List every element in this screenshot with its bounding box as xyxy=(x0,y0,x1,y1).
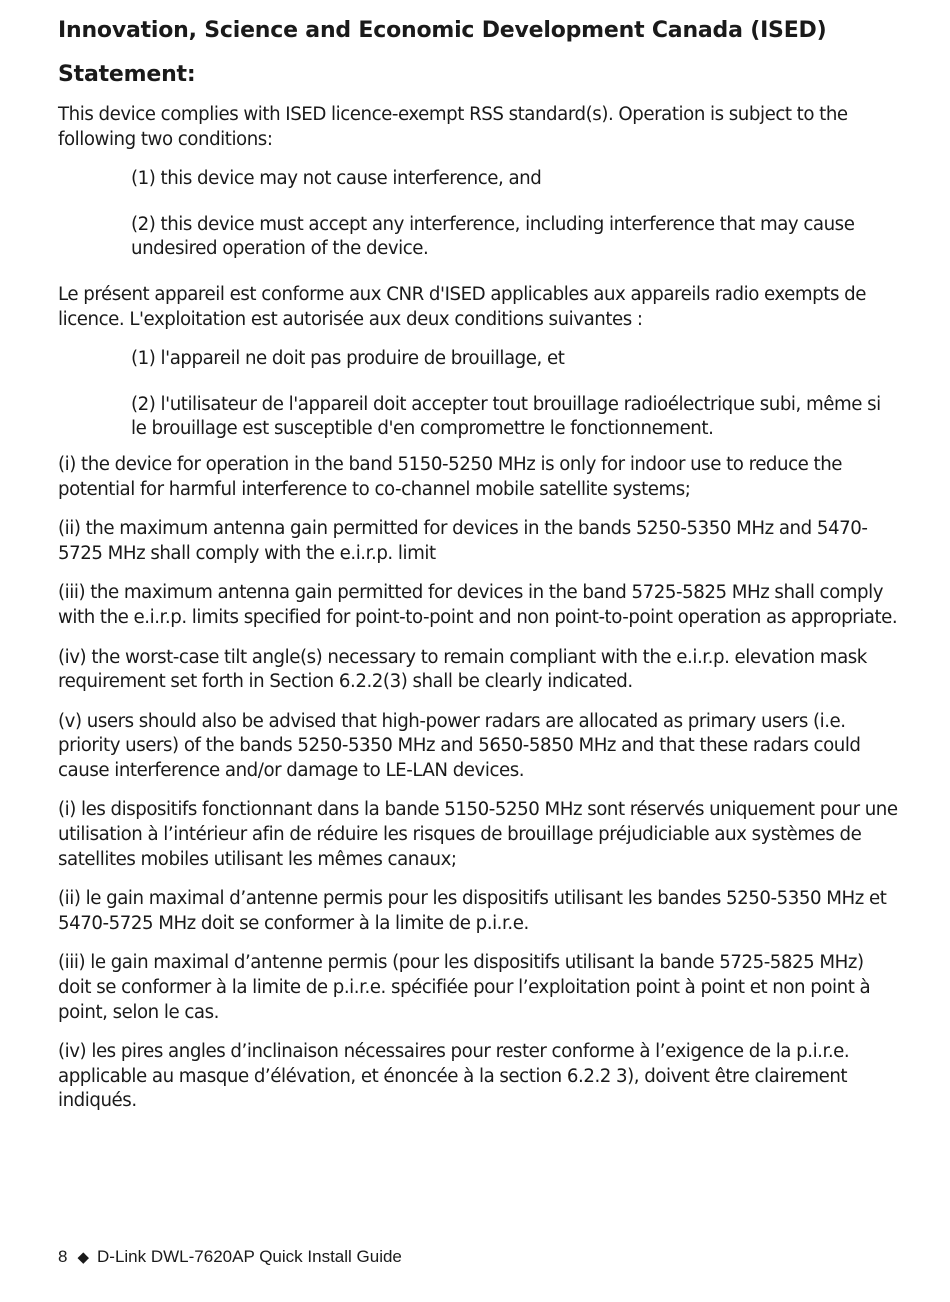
item-en-v: (v) users should also be advised that high-power radars are allocated as primary users (i.e. priority users) of the bands 5250-5350 MHz and 5650-5850 MHz and that these radars could cause interference and/or damage to LE-LAN devices. xyxy=(58,710,861,781)
condition-en-1: (1) this device may not cause interference, and xyxy=(131,168,542,190)
item-fr-iv: (iv) les pires angles d’inclinaison nécessaires pour rester conforme à l’exigence de la p.i.r.e. applicable au masque d’élévation, et énoncée à la section 6.2.2 3), doivent être clairement indiqués. xyxy=(58,1041,850,1112)
page-footer xyxy=(58,1245,402,1270)
item-fr-iii: (iii) le gain maximal d’antenne permis (pour les dispositifs utilisant la bande 5725-5825 MHz) doit se conformer à la limite de p.i.r.e. spécifiée pour l’exploitation point à point et non point à point, selon le cas. xyxy=(58,952,871,1023)
intro-fr-paragraph: Le présent appareil est conforme aux CNR d'ISED applicables aux appareils radio exempts de licence. L'exploitation est autorisée aux deux conditions suivantes : xyxy=(58,283,866,330)
guide-title: D-Link DWL-7620AP Quick Install Guide xyxy=(97,1247,402,1266)
condition-en-2: (2) this device must accept any interference, including interference that may cause undesired operation of the device. xyxy=(131,213,855,260)
intro-en-paragraph: This device complies with ISED licence-exempt RSS standard(s). Operation is subject to the following two conditions: xyxy=(58,104,848,150)
statement-heading: Statement: xyxy=(58,62,196,87)
item-en-ii: (ii) the maximum antenna gain permitted for devices in the bands 5250-5350 MHz and 5470-5725 MHz shall comply with the e.i.r.p. limit xyxy=(58,518,868,564)
diamond-separator-icon: ◆ xyxy=(77,1249,90,1266)
condition-fr-2: (2) l'utilisateur de l'appareil doit accepter tout brouillage radioélectrique subi, même si le brouillage est susceptible d'en compromettre le fonctionnement. xyxy=(131,393,881,440)
page-heading: Innovation, Science and Economic Development Canada (ISED) xyxy=(58,18,827,43)
item-fr-ii: (ii) le gain maximal d’antenne permis pour les dispositifs utilisant les bandes 5250-5350 MHz et 5470-5725 MHz doit se conformer à la limite de p.i.r.e. xyxy=(58,888,887,934)
item-en-iii: (iii) the maximum antenna gain permitted for devices in the band 5725-5825 MHz shall comply with the e.i.r.p. limits specified for point-to-point and non point-to-point operation as appropriate. xyxy=(58,582,898,628)
condition-fr-1: (1) l'appareil ne doit pas produire de brouillage, et xyxy=(131,348,565,370)
item-fr-i: (i) les dispositifs fonctionnant dans la bande 5150-5250 MHz sont réservés uniquement pour une utilisation à l’intérieur afin de réduire les risques de brouillage préjudiciable aux systèmes de satellites mobiles utilisant les mêmes canaux; xyxy=(58,799,898,870)
item-en-iv: (iv) the worst-case tilt angle(s) necessary to remain compliant with the e.i.r.p. elevation mask requirement set forth in Section 6.2.2(3) shall be clearly indicated. xyxy=(58,646,867,693)
item-en-i: (i) the device for operation in the band 5150-5250 MHz is only for indoor use to reduce the potential for harmful interference to co-channel mobile satellite systems; xyxy=(58,453,843,500)
document-page xyxy=(58,16,898,1114)
page-number: 8 xyxy=(58,1247,68,1266)
